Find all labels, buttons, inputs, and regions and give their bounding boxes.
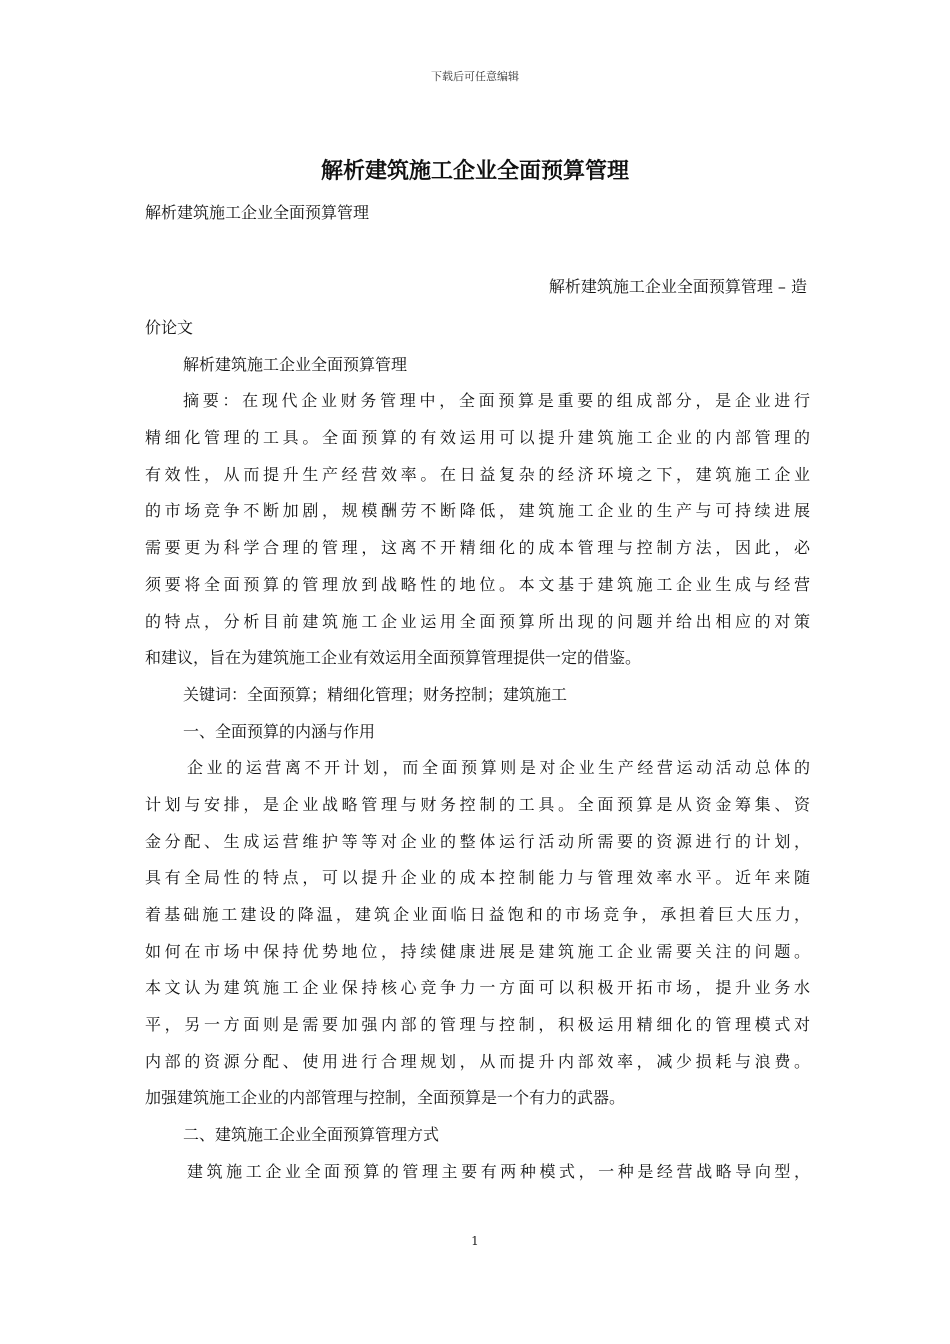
body-line: 价论文 (145, 318, 194, 337)
body-line: 精细化管理的工具。全面预算的有效运用可以提升建筑施工企业的内部管理的 (145, 428, 810, 448)
body-line: 企业的运营离不开计划，而全面预算则是对企业生产经营运动活动总体的 (187, 758, 810, 778)
body-line: 摘要：在现代企业财务管理中，全面预算是重要的组成部分，是企业进行 (183, 391, 810, 411)
body-line: 内部的资源分配、使用进行合理规划，从而提升内部效率，减少损耗与浪费。 (145, 1051, 810, 1071)
document-title: 解析建筑施工企业全面预算管理 (320, 158, 629, 184)
body-line: 具有全局性的特点，可以提升企业的成本控制能力与管理效率水平。近年来随 (145, 868, 810, 888)
body-line: 金分配、生成运营维护等等对企业的整体运行活动所需要的资源进行的计划， (145, 831, 810, 851)
body-line: 有效性，从而提升生产经营效率。在日益复杂的经济环境之下，建筑施工企业 (145, 464, 810, 484)
header-note: 下载后可任意编辑 (431, 70, 519, 83)
section-heading: 一、全面预算的内涵与作用 (183, 721, 376, 741)
body-line: 加强建筑施工企业的内部管理与控制，全面预算是一个有力的武器。 (145, 1088, 626, 1108)
body-line: 的特点，分析目前建筑施工企业运用全面预算所出现的问题并给出相应的对策 (145, 611, 810, 631)
document-body (145, 310, 810, 1191)
body-line: 建筑施工企业全面预算的管理主要有两种模式，一种是经营战略导向型， (187, 1161, 810, 1181)
body-line: 计划与安排，是企业战略管理与财务控制的工具。全面预算是从资金筹集、资 (145, 794, 810, 814)
body-line: 和建议，旨在为建筑施工企业有效运用全面预算管理提供一定的借鉴。 (145, 648, 642, 668)
right-aligned-heading-line: 解析建筑施工企业全面预算管理 – 造 (548, 277, 807, 296)
body-line: 解析建筑施工企业全面预算管理 (183, 354, 408, 374)
body-line: 需要更为科学合理的管理，这离不开精细化的成本管理与控制方法，因此，必 (145, 538, 810, 558)
body-line: 如何在市场中保持优势地位，持续健康进展是建筑施工企业需要关注的问题。 (145, 941, 810, 961)
body-line: 平，另一方面则是需要加强内部的管理与控制，积极运用精细化的管理模式对 (145, 1015, 810, 1035)
body-line: 须要将全面预算的管理放到战略性的地位。本文基于建筑施工企业生成与经营 (145, 574, 810, 594)
body-line: 关键词：全面预算；精细化管理；财务控制；建筑施工 (183, 684, 568, 704)
document-subtitle: 解析建筑施工企业全面预算管理 (145, 203, 370, 222)
body-line: 着基础施工建设的降温，建筑企业面临日益饱和的市场竞争，承担着巨大压力， (145, 905, 810, 924)
body-line: 的市场竞争不断加剧，规模酬劳不断降低，建筑施工企业的生产与可持续进展 (145, 501, 810, 521)
page-number: 1 (471, 1234, 479, 1248)
section-heading: 二、建筑施工企业全面预算管理方式 (183, 1125, 440, 1145)
body-line: 本文认为建筑施工企业保持核心竞争力一方面可以积极开拓市场，提升业务水 (145, 978, 810, 998)
